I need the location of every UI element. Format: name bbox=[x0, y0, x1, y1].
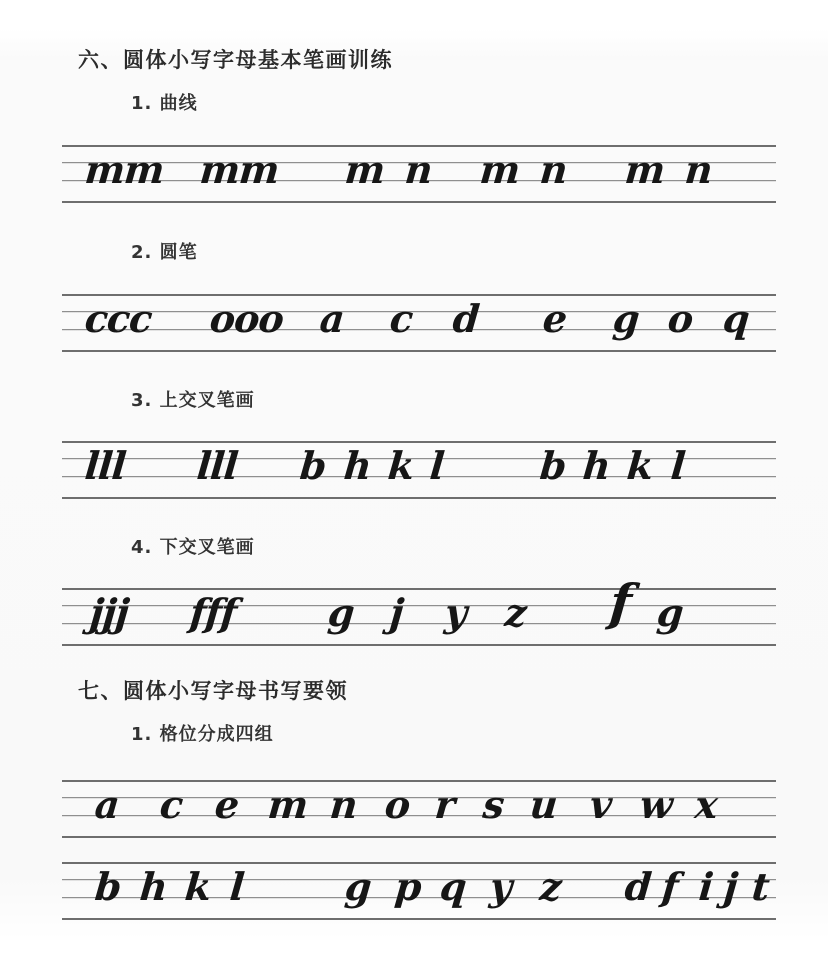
cursive-letter-group: y bbox=[488, 864, 514, 909]
cursive-letter-group: g bbox=[611, 296, 641, 341]
cursive-letter-group: m bbox=[343, 147, 387, 192]
label-grid-groups: 1. 格位分成四组 bbox=[131, 724, 274, 745]
cursive-letter-group: k bbox=[183, 864, 213, 909]
cursive-letter-group: h bbox=[138, 864, 169, 909]
cursive-letter-group: u bbox=[528, 782, 559, 827]
cursive-letter-group: e bbox=[213, 782, 241, 827]
cursive-letter-group: i bbox=[697, 864, 715, 909]
practice-line-groups-2 bbox=[62, 862, 776, 920]
cursive-letter-group: z bbox=[503, 590, 528, 635]
label-curve: 1. 曲线 bbox=[131, 93, 198, 114]
cursive-letter-group: g bbox=[343, 864, 373, 909]
cursive-letter-group: mm bbox=[83, 147, 166, 192]
cursive-letter-group: a bbox=[318, 296, 346, 341]
cursive-letter-group: l bbox=[428, 443, 446, 488]
cursive-letter-group: m bbox=[623, 147, 667, 192]
cursive-letter-group: h bbox=[342, 443, 373, 488]
practice-line-groups-1 bbox=[62, 780, 776, 838]
cursive-letter-group: r bbox=[433, 782, 457, 827]
section-seven-heading: 七、圆体小写字母书写要领 bbox=[78, 679, 348, 703]
cursive-letter-group: n bbox=[328, 782, 359, 827]
cursive-letter-group: n bbox=[403, 147, 434, 192]
cursive-letter-group: n bbox=[538, 147, 569, 192]
cursive-letter-group: p bbox=[393, 864, 423, 909]
cursive-letter-group: c bbox=[158, 782, 185, 827]
cursive-letter-group: lll bbox=[195, 443, 240, 488]
cursive-letter-group: jjj bbox=[88, 590, 131, 635]
cursive-letter-group: q bbox=[438, 864, 468, 909]
cursive-letter-group: y bbox=[443, 590, 469, 635]
section-six-heading: 六、圆体小写字母基本笔画训练 bbox=[78, 48, 393, 72]
cursive-letter-group: t bbox=[750, 864, 771, 909]
cursive-letter-group: s bbox=[481, 782, 506, 827]
cursive-letter-group: ooo bbox=[208, 296, 286, 341]
cursive-letter-group: d bbox=[623, 864, 653, 909]
practice-line-curve bbox=[62, 145, 776, 203]
cursive-letter-group: l bbox=[669, 443, 687, 488]
cursive-letter-group: x bbox=[693, 782, 719, 827]
cursive-letter-group: b bbox=[538, 443, 568, 488]
cursive-letter-group: g bbox=[326, 590, 356, 635]
cursive-letter-group: l bbox=[228, 864, 246, 909]
label-round-stroke: 2. 圆笔 bbox=[131, 242, 198, 263]
cursive-letter-group: g bbox=[655, 590, 685, 635]
practice-line-round-stroke bbox=[62, 294, 776, 352]
cursive-letter-group: ccc bbox=[83, 296, 154, 341]
cursive-letter-group: j bbox=[388, 590, 405, 635]
cursive-letter-group: a bbox=[93, 782, 121, 827]
cursive-letter-group: lll bbox=[83, 443, 128, 488]
cursive-letter-group: b bbox=[298, 443, 328, 488]
cursive-letter-group: n bbox=[683, 147, 714, 192]
cursive-letter-group: o bbox=[383, 782, 412, 827]
cursive-letter-group: w bbox=[638, 782, 674, 827]
cursive-letter-group: o bbox=[666, 296, 695, 341]
practice-line-lower-cross bbox=[62, 573, 776, 646]
cursive-letter-group: h bbox=[581, 443, 612, 488]
cursive-letter-group: v bbox=[588, 782, 614, 827]
cursive-letter-group: q bbox=[721, 296, 751, 341]
cursive-letter-group: j bbox=[722, 864, 739, 909]
rule-line bbox=[62, 476, 776, 477]
practice-line-upper-cross bbox=[62, 441, 776, 499]
cursive-letter-group: z bbox=[538, 864, 563, 909]
cursive-letter-group: e bbox=[541, 296, 569, 341]
cursive-letter-group: b bbox=[93, 864, 123, 909]
label-upper-cross: 3. 上交叉笔画 bbox=[131, 390, 255, 411]
cursive-letter-group: d bbox=[451, 296, 481, 341]
label-lower-cross: 4. 下交叉笔画 bbox=[131, 537, 255, 558]
cursive-letter-group: fff bbox=[188, 590, 239, 635]
cursive-letter-group: f bbox=[607, 573, 634, 632]
cursive-letter-group: k bbox=[386, 443, 416, 488]
cursive-letter-group: c bbox=[388, 296, 415, 341]
rule-line bbox=[62, 458, 776, 459]
cursive-letter-group: m bbox=[478, 147, 522, 192]
cursive-letter-group: f bbox=[660, 864, 680, 909]
cursive-letter-group: k bbox=[625, 443, 655, 488]
cursive-letter-group: mm bbox=[198, 147, 281, 192]
cursive-letter-group: m bbox=[266, 782, 310, 827]
